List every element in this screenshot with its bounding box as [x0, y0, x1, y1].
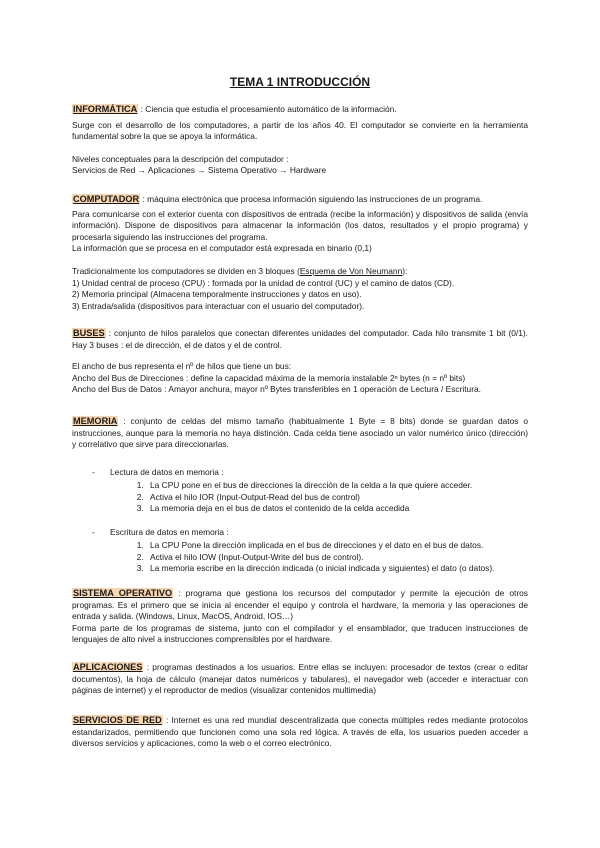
bus-width-intro: El ancho de bus representa el nº de hilos que tiene un bus: — [72, 361, 292, 372]
blocks-intro-text: Tradicionalmente los computadores se dividen en 3 bloques ( — [72, 265, 300, 276]
list-item: 2. Activa el hilo IOW (Input-Output-Write del bus de control). — [146, 552, 550, 564]
servicios-red-definition-text: : Internet es una red mundial descentralizada que conecta múltiples redes mediante protocolos estandarizados, permitiendo que funcionen como una sola red lógica. A través de ella, los usuarios pueden acceder a diversos servicios y aplicaciones, como la web o el correo electrónico. — [72, 715, 528, 749]
buses-definition — [72, 328, 528, 351]
so-definition — [72, 588, 528, 623]
levels-intro: Niveles conceptuales para la descripción del computador : — [72, 153, 289, 164]
write-title: Escritura de datos en memoria : — [110, 527, 229, 537]
section-memoria — [72, 416, 528, 451]
blocks-intro — [72, 266, 528, 278]
buses-definition-text: : conjunto de hilos paralelos que conectan diferentes unidades del computador. Cada hilo transmite 1 bit (0/1). Hay 3 buses : el de dirección, el de datos y el de control. — [72, 328, 528, 350]
read-steps-list — [124, 480, 550, 515]
term-buses: BUSES — [73, 328, 105, 338]
term-servicios-red: SERVICIOS DE RED — [73, 715, 162, 725]
write-steps-list — [124, 540, 550, 575]
informatica-paragraph: Surge con el desarrollo de los computadores, a partir de los años 40. El computador se convierte en la herramienta fundamental sobre la que se apoya la informática. — [72, 119, 528, 142]
informatica-definition: : Ciencia que estudia el procesamiento automático de la información. — [138, 104, 397, 114]
dash-bullet: - — [92, 527, 95, 537]
memoria-definition — [72, 416, 528, 451]
block-item-cpu: 1) Unidad central de proceso (CPU) : formada por la unidad de control (UC) y el camino de datos (CD). — [72, 277, 455, 288]
computador-definition: : máquina electrónica que procesa información siguiendo las instrucciones de un programa. — [140, 194, 483, 204]
read-title: Lectura de datos en memoria : — [110, 467, 224, 477]
servicios-red-definition — [72, 715, 528, 750]
list-item: 1. La CPU pone en el bus de direcciones la dirección de la celda a la que quiere acceder. — [146, 480, 550, 492]
list-item: 2. Activa el hilo IOR (Input-Output-Read del bus de control) — [146, 492, 550, 504]
section-aplicaciones — [72, 662, 528, 697]
computador-binary: La información que se procesa en el computador está expresada en binario (0,1) — [72, 243, 372, 254]
informatica-definition-line — [72, 104, 528, 116]
computador-definition-line — [72, 194, 528, 206]
term-memoria: MEMORIA — [73, 416, 118, 426]
term-sistema-operativo: SISTEMA OPERATIVO — [73, 588, 173, 598]
list-item: 1. La CPU Pone la dirección implicada en el bus de direcciones y el dato en el bus de datos. — [146, 540, 550, 552]
section-servicios-red — [72, 715, 528, 750]
section-sistema-operativo — [72, 588, 528, 646]
levels-chain: Servicios de Red → Aplicaciones → Sistema Operativo → Hardware — [72, 165, 327, 176]
block-item-es: 3) Entrada/salida (dispositivos para interactuar con el usuario del computador). — [72, 300, 365, 311]
so-definition-text: : programa que gestiona los recursos del computador y permite la ejecución de otros programas. Es el primero que se inicia al encender el equipo y controla el hardware, la memoria y las operaciones de entrada y salida. (Windows, Linux, MacOS, Android, IOS…) — [72, 588, 528, 622]
aplicaciones-definition-text: : programas destinados a los usuarios. Entre ellas se incluyen: procesador de textos (crear o editar documentos), la hoja de cálculo (manejar datos numéricos y tabulares), el navegador web (acceder e interactuar con páginas de internet) y el reproductor de medios (visualizar contenidos multimedia) — [72, 662, 528, 696]
write-heading — [92, 527, 528, 539]
list-item: 3. La memoria escribe en la dirección indicada (o inicial indicada y siguientes) el dato (o datos). — [146, 563, 550, 575]
address-bus-width: Ancho del Bus de Direcciones : define la capacidad máxima de la memoria instalable 2ⁿ bytes (n = nº bits) — [72, 372, 466, 383]
blocks-intro-end: ): — [402, 265, 408, 276]
document-title: TEMA 1 INTRODUCCIÓN — [229, 75, 371, 89]
computador-paragraph: Para comunicarse con el exterior cuenta con dispositivos de entrada (recibe la información) y dispositivos de salida (envía información). Dispone de dispositivos para almacenar la información (los datos, resultados y el propio programa) y procesarla siguiendo las instrucciones del programa. — [72, 208, 528, 242]
data-bus-width: Ancho del Bus de Datos : Amayor anchura, mayor nº Bytes transferibles en 1 operación de Lectura / Escritura. — [72, 384, 481, 395]
dash-bullet: - — [92, 467, 95, 477]
section-computador — [72, 194, 528, 312]
section-informatica — [72, 104, 528, 177]
term-computador: COMPUTADOR — [73, 194, 140, 204]
memoria-definition-text: : conjunto de celdas del mismo tamaño (habitualmente 1 Byte = 8 bits) donde se guardan datos o instrucciones, aunque para la memoria no haya distinción. Cada celda tiene asociado un valor numérico único (dirección) y correlativo que sirve para direccionarlas. — [72, 416, 528, 450]
term-informatica: INFORMÁTICA — [73, 104, 138, 114]
term-aplicaciones: APLICACIONES — [73, 662, 143, 672]
aplicaciones-definition — [72, 662, 528, 697]
so-paragraph: Forma parte de los programas de sistema, junto con el compilador y el ensamblador, que traducen instrucciones de lenguajes de alto nivel a instrucciones comprensibles por el hardware. — [72, 622, 528, 645]
list-item: 3. La memoria deja en el bus de datos el contenido de la celda accedida — [146, 503, 550, 515]
section-buses — [72, 328, 528, 396]
block-item-memoria: 2) Memoria principal (Almacena temporalmente instrucciones y datos en uso). — [72, 289, 362, 300]
read-heading — [92, 467, 528, 479]
von-neumann-link: Esquema de Von Neumann — [299, 265, 403, 276]
